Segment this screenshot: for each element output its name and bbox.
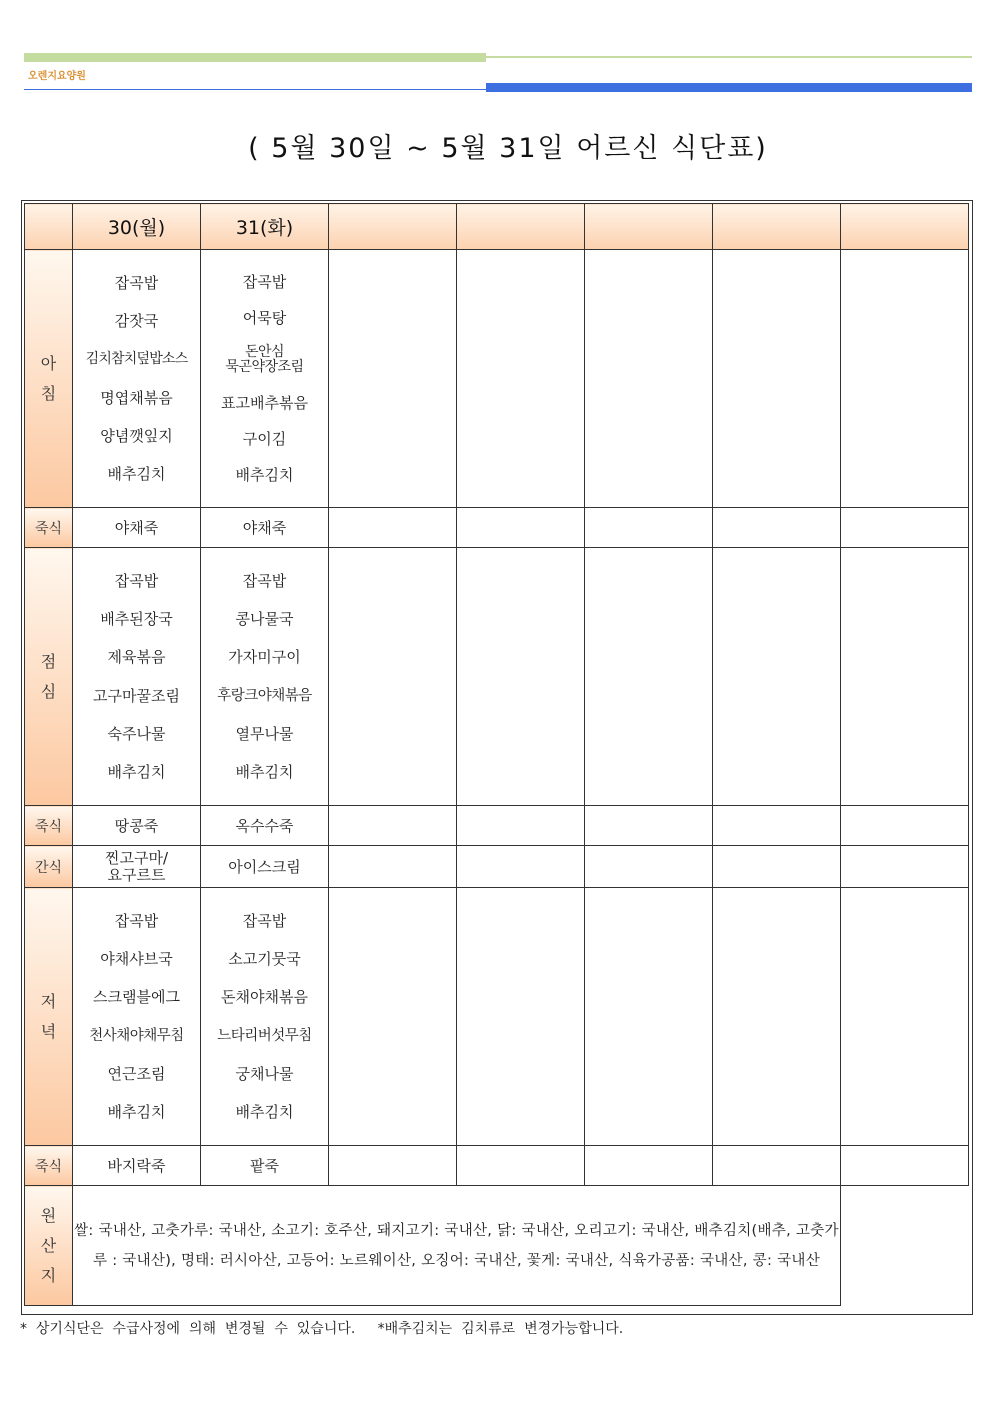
corner-cell <box>25 204 73 250</box>
empty-cell <box>457 806 585 846</box>
menu-item: 제육볶음 <box>107 648 166 667</box>
menu-item: 배추된장국 <box>100 609 173 628</box>
lunch-row <box>25 548 969 806</box>
empty-cell <box>841 806 969 846</box>
menu-item: 숙주나물 <box>107 724 166 743</box>
empty-cell <box>841 508 969 548</box>
empty-cell <box>457 888 585 1146</box>
dinner-cell <box>73 888 201 1146</box>
day-header: 31(화) <box>201 204 329 250</box>
empty-cell <box>329 508 457 548</box>
snack-cell: 찐고구마/ 요구르트 <box>73 846 201 888</box>
empty-cell <box>841 1146 969 1186</box>
menu-item: 잡곡밥 <box>114 571 159 590</box>
menu-item: 돈안심 묵곤약장조림 <box>225 344 304 376</box>
snack-cell: 아이스크림 <box>201 846 329 888</box>
porridge-cell: 팥죽 <box>201 1146 329 1186</box>
empty-cell <box>329 846 457 888</box>
breakfast-label: 아 침 <box>25 250 73 508</box>
empty-cell <box>841 846 969 888</box>
porridge-cell: 옥수수죽 <box>201 806 329 846</box>
porridge-cell: 바지락죽 <box>73 1146 201 1186</box>
menu-item: 연근조림 <box>107 1064 166 1083</box>
origin-label: 원 산 지 <box>25 1186 73 1306</box>
header-bar-blue <box>486 83 972 92</box>
empty-cell <box>713 250 841 508</box>
empty-cell <box>841 548 969 806</box>
empty-cell <box>457 508 585 548</box>
empty-cell <box>457 548 585 806</box>
menu-item: 돈채야채볶음 <box>221 988 308 1007</box>
menu-item: 명엽채볶음 <box>100 388 173 407</box>
lunch-cell <box>73 548 201 806</box>
lunch-cell <box>201 548 329 806</box>
header-bar-green <box>24 53 486 62</box>
org-name: 오렌지요양원 <box>28 71 86 82</box>
empty-cell <box>713 1146 841 1186</box>
empty-cell <box>457 846 585 888</box>
menu-item: 콩나물국 <box>235 609 294 628</box>
breakfast-row <box>25 250 969 508</box>
menu-item: 잡곡밥 <box>114 273 159 292</box>
empty-cell <box>585 888 713 1146</box>
menu-item: 잡곡밥 <box>242 571 287 590</box>
menu-item: 양념깻잎지 <box>100 426 173 445</box>
porridge-row <box>25 806 969 846</box>
menu-item: 궁채나물 <box>235 1064 294 1083</box>
empty-cell <box>585 806 713 846</box>
header-row <box>25 204 969 250</box>
menu-item: 배추김치 <box>107 1103 166 1122</box>
menu-item: 열무나물 <box>235 724 294 743</box>
porridge-row <box>25 508 969 548</box>
day-header: 30(월) <box>73 204 201 250</box>
empty-cell <box>585 508 713 548</box>
empty-cell <box>713 548 841 806</box>
day-header <box>457 204 585 250</box>
porridge-cell: 야채죽 <box>73 508 201 548</box>
dinner-label: 저 녁 <box>25 888 73 1146</box>
empty-cell <box>713 806 841 846</box>
porridge-label: 죽식 <box>25 1146 73 1186</box>
page-title: ( 5월 30일 ~ 5월 31일 어르신 식단표) <box>248 133 768 164</box>
empty-cell <box>713 888 841 1146</box>
menu-item: 배추김치 <box>235 466 294 485</box>
empty-cell <box>457 250 585 508</box>
day-header <box>329 204 457 250</box>
dinner-cell <box>201 888 329 1146</box>
porridge-cell: 땅콩죽 <box>73 806 201 846</box>
menu-item: 스크램블에그 <box>93 988 180 1007</box>
menu-item: 소고기뭇국 <box>228 949 301 968</box>
menu-item: 배추김치 <box>235 763 294 782</box>
menu-item: 잡곡밥 <box>114 911 159 930</box>
menu-item: 잡곡밥 <box>242 911 287 930</box>
header-line-blue <box>24 89 486 90</box>
breakfast-cell <box>73 250 201 508</box>
empty-cell <box>713 508 841 548</box>
dinner-row <box>25 888 969 1146</box>
empty-cell <box>329 250 457 508</box>
footer-note: * 상기식단은 수급사정에 의해 변경될 수 있습니다. *배추김치는 김치류로 변경가능합니다. <box>20 1321 624 1337</box>
snack-label: 간식 <box>25 846 73 888</box>
empty-cell <box>329 1146 457 1186</box>
menu-item: 구이김 <box>242 429 287 448</box>
menu-item: 배추김치 <box>235 1103 294 1122</box>
porridge-label: 죽식 <box>25 508 73 548</box>
snack-row <box>25 846 969 888</box>
menu-item: 표고배추볶음 <box>221 393 308 412</box>
origin-text: 쌀: 국내산, 고춧가루: 국내산, 소고기: 호주산, 돼지고기: 국내산, 닭: 국내산, 오리고기: 국내산, 배추김치(배추, 고춧가루 : 국내산), 명태: 러시아산, 고등어: 노르웨이산, 오징어: 국내산, 꽃게: 국내산, 식육가공품: 국내산, 콩: 국내산 <box>73 1186 841 1306</box>
breakfast-cell <box>201 250 329 508</box>
empty-cell <box>329 888 457 1146</box>
menu-item: 후랑크야채볶음 <box>217 687 312 704</box>
menu-item: 김치참치덮밥소스 <box>85 351 188 368</box>
menu-item: 잡곡밥 <box>242 272 287 291</box>
empty-cell <box>585 1146 713 1186</box>
menu-item: 야채샤브국 <box>100 949 173 968</box>
porridge-label: 죽식 <box>25 806 73 846</box>
porridge-row <box>25 1146 969 1186</box>
menu-item: 배추김치 <box>107 465 166 484</box>
header-line-green <box>486 56 972 58</box>
empty-cell <box>585 548 713 806</box>
menu-item: 느타리버섯무침 <box>217 1027 312 1044</box>
menu-item: 가자미구이 <box>228 648 301 667</box>
empty-cell <box>329 548 457 806</box>
empty-cell <box>457 1146 585 1186</box>
origin-row <box>25 1186 969 1306</box>
empty-cell <box>841 888 969 1146</box>
porridge-cell: 야채죽 <box>201 508 329 548</box>
empty-cell <box>585 846 713 888</box>
day-header <box>585 204 713 250</box>
day-header <box>713 204 841 250</box>
menu-item: 고구마꿀조림 <box>93 686 180 705</box>
day-header <box>841 204 969 250</box>
menu-item: 감잣국 <box>114 311 159 330</box>
empty-cell <box>585 250 713 508</box>
menu-item: 배추김치 <box>107 763 166 782</box>
lunch-label: 점 심 <box>25 548 73 806</box>
menu-table <box>24 203 969 1306</box>
empty-cell <box>841 250 969 508</box>
menu-item: 어묵탕 <box>242 308 287 327</box>
empty-cell <box>329 806 457 846</box>
empty-cell <box>713 846 841 888</box>
menu-item: 천사채야채무침 <box>89 1027 184 1044</box>
